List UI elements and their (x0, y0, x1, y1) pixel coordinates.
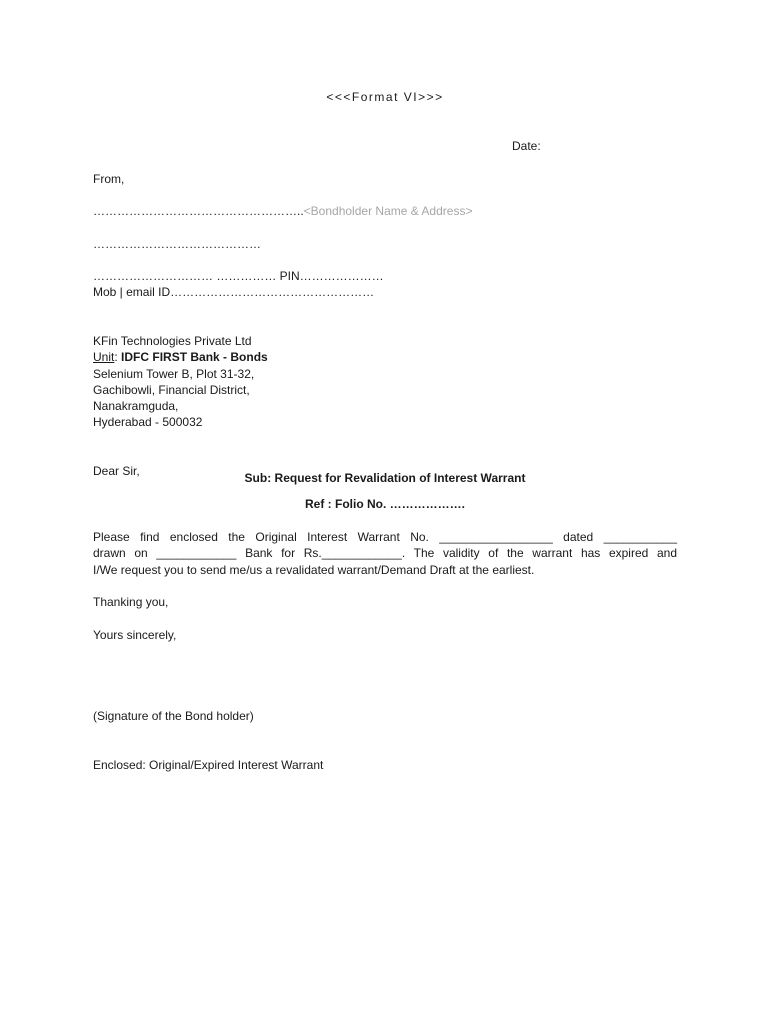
enclosure-line: Enclosed: Original/Expired Interest Warrant (93, 758, 324, 772)
subject-line: Sub: Request for Revalidation of Interest Warrant (244, 471, 526, 485)
from-label: From, (93, 172, 125, 186)
sender-contact-line: Mob | email ID…………………………………………… (93, 285, 375, 299)
sender-address-dots: …………………………………………….. (93, 204, 304, 218)
body-line: I/We request you to send me/us a revalidated warrant/Demand Draft at the earliest. (93, 562, 535, 577)
closing-line: Yours sincerely, (93, 628, 177, 642)
recipient-address-line: Selenium Tower B, Plot 31-32, (93, 367, 255, 381)
salutation: Dear Sir, (93, 464, 140, 478)
recipient-address-line: Gachibowli, Financial District, (93, 383, 250, 397)
recipient-address-line: Nanakramguda, (93, 399, 179, 413)
signature-line: (Signature of the Bond holder) (93, 709, 254, 723)
sender-address-placeholder: <Bondholder Name & Address> (303, 204, 473, 218)
sender-address-line-2: …………………………………… (93, 237, 261, 251)
unit-label: Unit (93, 350, 115, 364)
thanking-line: Thanking you, (93, 595, 169, 609)
sender-pin-line: ………………………… …………… PIN………………… (93, 269, 384, 283)
body-line: drawn on ____________ Bank for Rs.____________. The validity of the warrant has expired and (93, 546, 677, 561)
unit-value: IDFC FIRST Bank - Bonds (121, 350, 268, 364)
date-label: Date: (512, 139, 541, 153)
body-paragraph (93, 529, 677, 578)
recipient-address-line: Hyderabad - 500032 (93, 415, 203, 429)
recipient-company: KFin Technologies Private Ltd (93, 334, 252, 348)
body-line: Please find enclosed the Original Interest Warrant No. _________________ dated ___________ (93, 530, 677, 544)
recipient-unit (93, 349, 268, 365)
reference-line: Ref : Folio No. ………………. (305, 497, 465, 511)
sender-address-line-1 (93, 203, 472, 219)
format-title: <<<Format VI>>> (326, 90, 444, 104)
unit-colon: : (114, 350, 118, 364)
